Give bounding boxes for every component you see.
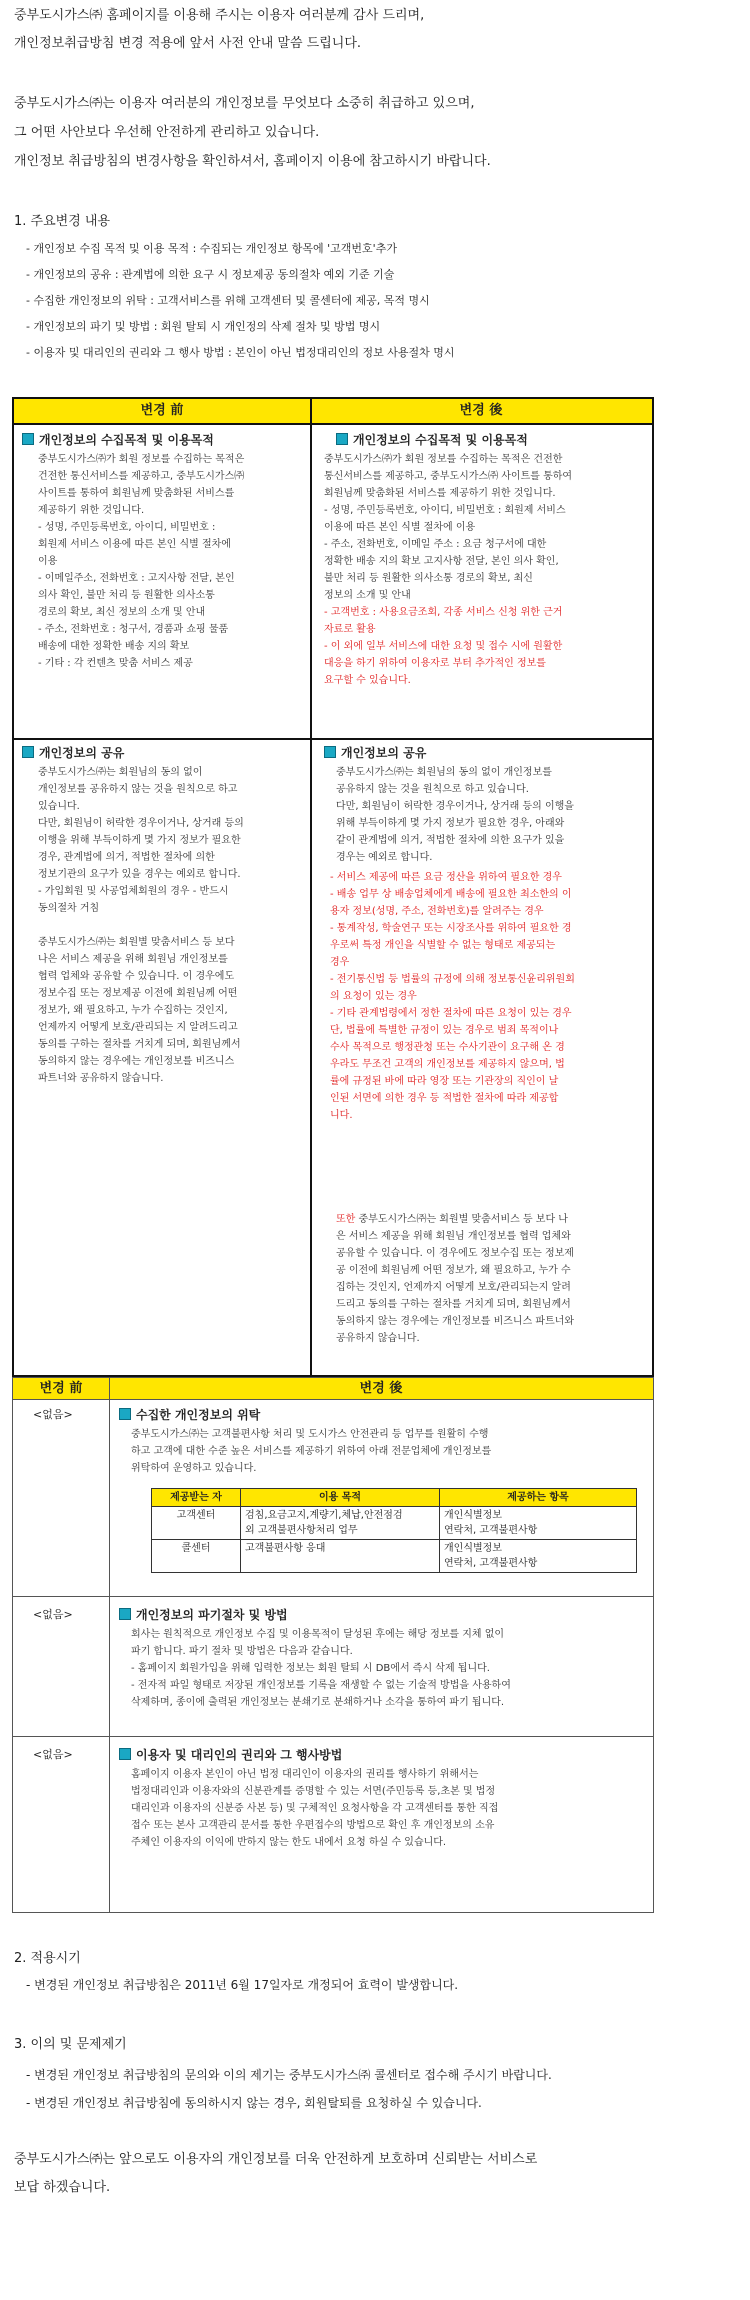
table-cell: 개인식별정보 연락처, 고객불편사항 (440, 1507, 637, 1540)
table-cell: 고객센터 (152, 1507, 241, 1540)
destruction-text: 회사는 원칙적으로 개인정보 수집 및 이용목적이 달성된 후에는 해당 정보를 지체 없이 파기 합니다. 파기 절차 및 방법은 다음과 같습니다. - 홈페이지 회원가입을 위해 입력한 정보는 회원 탈퇴 시 DB에서 즉시 삭제 됩니다. - 전자적 파일 형태로 저장된 개인정보를 기록을 재생할 수 없는 기술적 방법을 사용하여 삭제하며, 종이에 출력된 개인정보는 분쇄기로 분쇄하거나 소각을 통하여 파기 됩니다. (131, 1629, 511, 1708)
table-cell: 개인식별정보 연락처, 고객불편사항 (440, 1540, 637, 1573)
column-header: 이용 목적 (241, 1489, 440, 1507)
table-cell: 검침,요금고지,계량기,체납,안전점검 외 고객불편사항처리 업무 (241, 1507, 440, 1540)
section-3-title: 3. 이의 및 문제제기 (14, 2037, 127, 2052)
rights-title: 이용자 및 대리인의 권리와 그 행사방법 (119, 1746, 342, 1764)
intro-line-1: 중부도시가스㈜ 홈페이지를 이용해 주시는 이용자 여러분께 감사 드리며, (14, 8, 425, 23)
row-divider-2 (13, 1596, 653, 1597)
outsourcing-text: 중부도시가스㈜는 고객불편사항 처리 및 도시가스 안전관리 등 업무를 원활히 수행 하고 고객에 대한 수준 높은 서비스를 제공하기 위하여 아래 전문업체에 개인정보를 위탁하여 운영하고 있습니다. (131, 1429, 492, 1474)
header-after: 변경 後 (310, 399, 652, 425)
section-1-item: - 이용자 및 대리인의 권리와 그 행사 방법 : 본인이 아닌 법정대리인의 정보 사용절차 명시 (26, 346, 455, 359)
purpose-text-before: 중부도시가스㈜가 회원 정보를 수집하는 목적은 건전한 통신서비스를 제공하고, 중부도시가스㈜ 사이트를 통하여 회원님께 맞춤화된 서비스를 제공하기 위한 것입니다. - 성명, 주민등록번호, 아이디, 비밀번호 : 회원제 서비스 이용에 따른 본인 식별 절차에 이용 - 이메일주소, 전화번호 : 고지사항 전달, 본인 의사 확인, 불만 처리 등 원활한 의사소통 경로의 확보, 최신 정보의 소개 및 안내 - 주소, 전화번호 : 청구서, 경품과 쇼핑 물품 배송에 대한 정확한 배송 지의 확보 - 기타 : 각 컨텐츠 맞춤 서비스 제공 (38, 454, 245, 669)
section-1-item: - 수집한 개인정보의 위탁 : 고객서비스를 위해 고객센터 및 콜센터에 제공, 목적 명시 (26, 294, 430, 307)
purpose-text-after-added: - 고객번호 : 사용요금조회, 각종 서비스 신청 위한 근거 자료로 활용 - 이 외에 일부 서비스에 대한 요청 및 접수 시에 원활한 대응을 하기 위하여 이용자로 부터 추가적인 정보를 요구할 수 있습니다. (324, 607, 563, 686)
intro-line-2: 개인정보취급방침 변경 적용에 앞서 사전 안내 말씀 드립니다. (14, 36, 362, 51)
none-label: <없음> (33, 1748, 73, 1761)
column-header: 제공받는 자 (152, 1489, 241, 1507)
row-divider-3 (13, 1736, 653, 1737)
section-1-title: 1. 주요변경 내용 (14, 214, 111, 229)
section-1-item: - 개인정보의 파기 및 방법 : 회원 탈퇴 시 개인정의 삭제 절차 및 방법 명시 (26, 320, 381, 333)
comparison-table-1 (12, 397, 654, 1377)
column-divider-2 (109, 1378, 110, 1912)
purpose-text-after: 중부도시가스㈜가 회원 정보를 수집하는 목적은 건전한 통신서비스를 제공하고, 중부도시가스㈜ 사이트를 통하여 회원님께 맞춤화된 서비스를 제공하기 위한 것입니다. - 성명, 주민등록번호, 아이디, 비밀번호 : 회원제 서비스 이용에 따른 본인 식별 절차에 이용 - 주소, 전화번호, 이메일 주소 : 요금 청구서에 대한 정확한 배송 지의 확보 고지사항 전달, 본인 의사 확인, 불만 처리 등 원활한 의사소통 경로의 확보, 최신 정보의 소개 및 안내 (324, 454, 573, 601)
table-cell: 콜센터 (152, 1540, 241, 1573)
header-before-2: 변경 前 (13, 1378, 109, 1400)
table-row (152, 1540, 637, 1573)
purpose-title-before: 개인정보의 수집목적 및 이용목적 (22, 431, 214, 449)
bullet-square-icon (324, 746, 336, 758)
row-divider (14, 738, 652, 740)
column-header: 제공하는 항목 (440, 1489, 637, 1507)
table-cell: 고객불편사항 응대 (241, 1540, 440, 1573)
intro-line-4: 그 어떤 사안보다 우선해 안전하게 관리하고 있습니다. (14, 125, 320, 140)
sharing-title-before: 개인정보의 공유 (22, 744, 124, 762)
table-row (152, 1507, 637, 1540)
sharing-text-before: 중부도시가스㈜는 회원님의 동의 없이 개인정보를 공유하지 않는 것을 원칙으로 하고 있습니다. 다만, 회원님이 허락한 경우이거나, 상거래 등의 이행을 위해 부득이하게 몇 가지 정보가 필요한 경우, 관계법에 의거, 적법한 절차에 의한 정보기관의 요구가 있을 경우는 예외로 합니다. - 가입회원 및 사공업체회원의 경우 - 반드시 동의절차 거침 중부도시가스㈜는 회원별 맞춤서비스 등 보다 나은 서비스 제공을 위해 회원님 개인정보를 협력 업체와 공유할 수 있습니다. 이 경우에도 정보수집 또는 정보제공 이전에 회원님께 어떤 정보가, 왜 필요하고, 누가 수집하는 것인지, 언제까지 어떻게 보호/관리되는 지 알려드리고 동의를 구하는 절차를 거치게 되며, 회원님께서 동의하지 않는 경우에는 개인정보를 비즈니스 파트너와 공유하지 않습니다. (38, 767, 244, 1084)
outsourcing-title: 수집한 개인정보의 위탁 (119, 1406, 260, 1424)
intro-line-3: 중부도시가스㈜는 이용자 여러분의 개인정보를 무엇보다 소중히 취급하고 있으며, (14, 96, 475, 111)
bullet-square-icon (119, 1748, 131, 1760)
purpose-title-after: 개인정보의 수집목적 및 이용목적 (336, 431, 528, 449)
bullet-square-icon (22, 433, 34, 445)
section-1-item: - 개인정보의 공유 : 관계법에 의한 요구 시 정보제공 동의절차 예외 기준 기술 (26, 268, 395, 281)
section-1-item: - 개인정보 수집 목적 및 이용 목적 : 수집되는 개인정보 항목에 '고객번호'추가 (26, 242, 397, 255)
section-3-item: - 변경된 개인정보 취급방침의 문의와 이의 제기는 중부도시가스㈜ 콜센터로 접수해 주시기 바랍니다. (26, 2068, 552, 2082)
none-label: <없음> (33, 1608, 73, 1621)
sharing-text-after-partners: 또한 중부도시가스㈜는 회원별 맞춤서비스 등 보다 나 은 서비스 제공을 위해 회원님 개인정보를 협력 업체와 공유할 수 있습니다. 이 경우에도 정보수집 또는 정보제 공 이전에 회원님께 어떤 정보가, 왜 필요하고, 누가 수 집하는 것인지, 언제까지 어떻게 보호/관리되는지 알려 드리고 동의를 구하는 절차를 거치게 되며, 회원님께서 동의하지 않는 경우에는 개인정보를 비즈니스 파트너와 공유하지 않습니다. (336, 1214, 575, 1344)
closing-line-1: 중부도시가스㈜는 앞으로도 이용자의 개인정보를 더욱 안전하게 보호하며 신뢰받는 서비스로 (14, 2152, 538, 2167)
section-3-item: - 변경된 개인정보 취급방침에 동의하시지 않는 경우, 회원탈퇴를 요청하실 수 있습니다. (26, 2096, 482, 2110)
section-2-title: 2. 적용시기 (14, 1951, 81, 1966)
sharing-text-after-added: - 서비스 제공에 따른 요금 정산을 위하여 필요한 경우 - 배송 업무 상 배송업체에게 배송에 필요한 최소한의 이 용자 정보(성명, 주소, 전화번호)를 알려주는 경우 - 통계작성, 학술연구 또는 시장조사를 위하여 필요한 경 우로써 특정 개인을 식별할 수 없는 형태로 제공되는 경우 - 전기통신법 등 법률의 규정에 의해 정보통신윤리위원회 의 요청이 있는 경우 - 기타 관계법령에서 정한 절차에 따른 요청이 있는 경우 단, 법률에 특별한 규정이 있는 경우로 범죄 목적이나 수사 목적으로 행정관청 또는 수사기관이 요구해 온 경 우라도 무조건 고객의 개인정보를 제공하지 않으며, 법 률에 규정된 바에 따라 영장 또는 기관장의 직인이 날 인된 서면에 의한 경우 등 적법한 절차에 따라 제공합 니다. (330, 872, 575, 1121)
destruction-title: 개인정보의 파기절차 및 방법 (119, 1606, 288, 1624)
column-divider (310, 399, 312, 1375)
bullet-square-icon (119, 1408, 131, 1420)
header-before: 변경 前 (14, 399, 310, 425)
section-2-text: - 변경된 개인정보 취급방침은 2011년 6월 17일자로 개정되어 효력이 발생합니다. (26, 1978, 459, 1992)
closing-line-2: 보답 하겠습니다. (14, 2180, 111, 2195)
none-label: <없음> (33, 1408, 73, 1421)
bullet-square-icon (336, 433, 348, 445)
sharing-title-after: 개인정보의 공유 (324, 744, 426, 762)
header-after-2: 변경 後 (109, 1378, 653, 1400)
bullet-square-icon (22, 746, 34, 758)
outsourcing-table (151, 1488, 637, 1573)
table-header-row (152, 1489, 637, 1507)
bullet-square-icon (119, 1608, 131, 1620)
intro-line-5: 개인정보 취급방침의 변경사항을 확인하셔서, 홈페이지 이용에 참고하시기 바랍니다. (14, 154, 491, 169)
rights-text: 홈페이지 이용자 본인이 아닌 법정 대리인이 이용자의 권리를 행사하기 위해서는 법정대리인과 이용자와의 신분관계를 증명할 수 있는 서면(주민등록 등,초본 및 법정 대리인과 이용자의 신분증 사본 등) 및 구체적인 요청사항을 각 고객센터를 통한 직접 접수 또는 본사 고객관리 문서를 통한 우편접수의 방법으로 확인 후 개인정보의 소유 주체인 이용자의 이익에 반하지 않는 한도 내에서 요청 하실 수 있습니다. (131, 1769, 499, 1848)
sharing-text-after: 중부도시가스㈜는 회원님의 동의 없이 개인정보를 공유하지 않는 것을 원칙으로 하고 있습니다. 다만, 회원님이 허락한 경우이거나, 상거래 등의 이행을 위해 부득이하게 몇 가지 정보가 필요한 경우, 아래와 같이 관계법에 의거, 적법한 절차에 의한 요구가 있을 경우는 예외로 합니다. (336, 767, 574, 863)
comparison-table-2 (12, 1377, 654, 1913)
